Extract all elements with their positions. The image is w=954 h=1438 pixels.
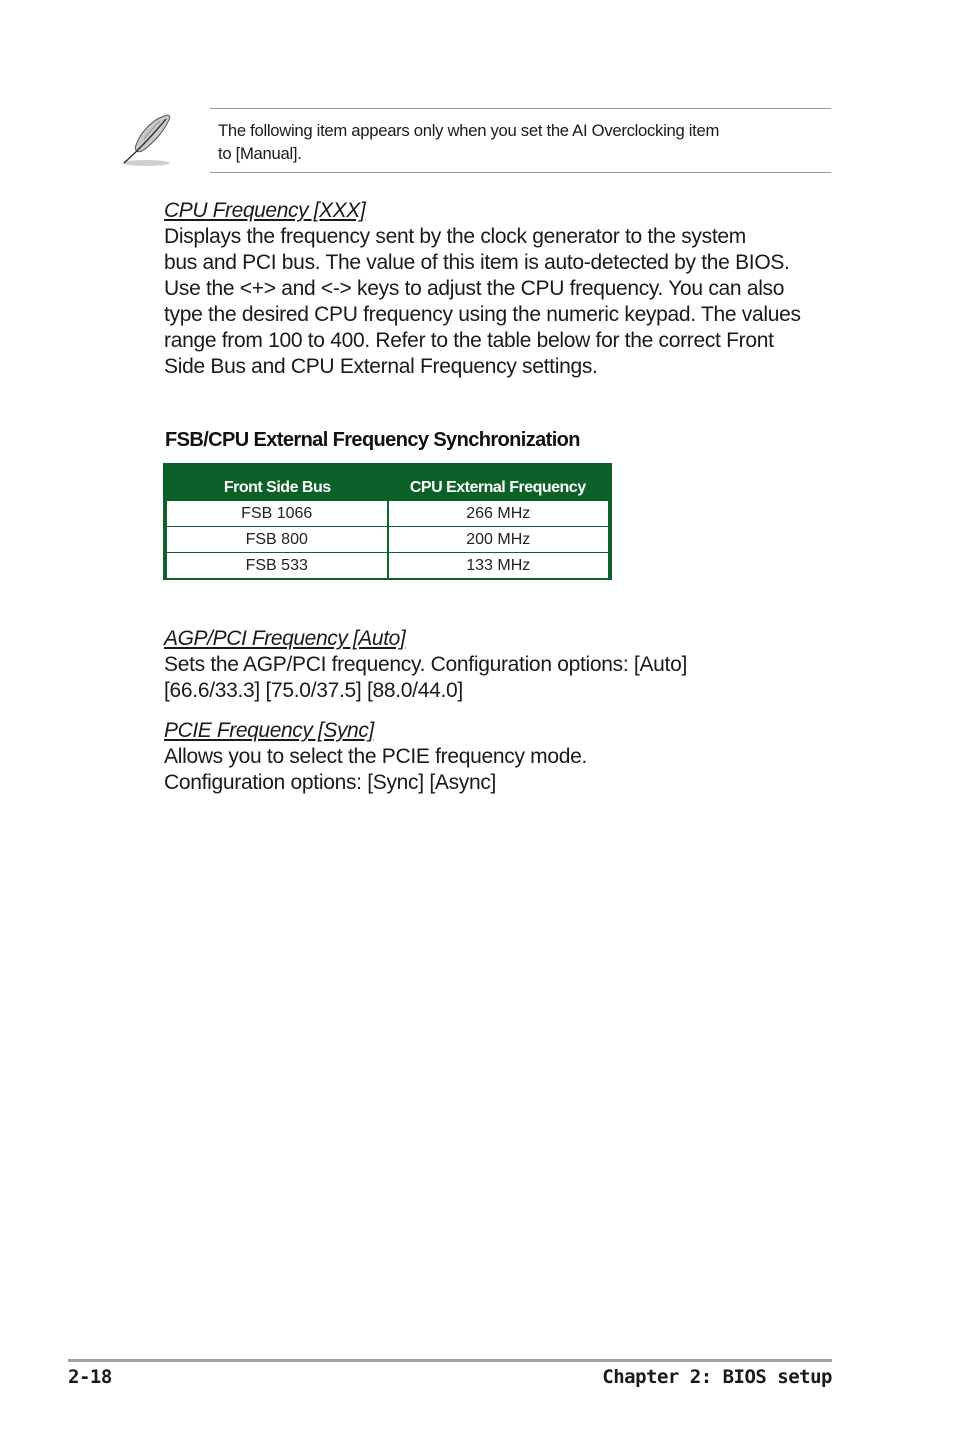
column-header-fsb: Front Side Bus xyxy=(223,479,331,496)
cpu-frequency-section xyxy=(164,198,844,380)
cpu-frequency-description: Displays the frequency sent by the clock generator to the system bus and PCI bus. The value of this item is auto-detected by the BIOS. Use the <+> and <-> keys to adjust the CPU frequency. You can also type the desired CPU frequency using the numeric keypad. The values range from 100 to 400. Refer to the table below for the correct Front Side Bus and CPU External Frequency settings. xyxy=(164,225,801,378)
pcie-frequency-title: PCIE Frequency [Sync] xyxy=(164,719,374,742)
feather-pen-icon xyxy=(116,111,176,171)
note-callout xyxy=(110,108,832,174)
table-cell: 266 MHz xyxy=(388,501,609,527)
table-cell: FSB 1066 xyxy=(167,501,388,527)
note-box xyxy=(210,108,831,173)
chapter-title: Chapter 2: BIOS setup xyxy=(602,1366,832,1388)
agp-pci-frequency-section xyxy=(164,626,844,704)
fsb-cpu-sync-table xyxy=(163,463,612,580)
table-row xyxy=(167,527,608,553)
page-number: 2-18 xyxy=(68,1366,112,1388)
column-header-cpu-ext-freq: CPU External Frequency xyxy=(409,479,586,496)
agp-pci-frequency-description: Sets the AGP/PCI frequency. Configuration options: [Auto] [66.6/33.3] [75.0/37.5] [88.0/44.0] xyxy=(164,653,687,702)
table-row xyxy=(167,501,608,527)
pcie-frequency-section xyxy=(164,718,844,796)
table-cell: 200 MHz xyxy=(388,527,609,553)
agp-pci-frequency-title: AGP/PCI Frequency [Auto] xyxy=(164,627,406,650)
note-text: The following item appears only when you set the AI Overclocking item to [Manual]. xyxy=(218,121,720,163)
footer-divider xyxy=(68,1359,832,1362)
table-title: FSB/CPU External Frequency Synchronization xyxy=(165,429,580,451)
table-row xyxy=(167,553,608,579)
pcie-frequency-description: Allows you to select the PCIE frequency mode. Configuration options: [Sync] [Async] xyxy=(164,745,588,794)
table-cell: FSB 800 xyxy=(167,527,388,553)
table-cell: FSB 533 xyxy=(167,553,388,579)
cpu-frequency-title: CPU Frequency [XXX] xyxy=(164,199,366,222)
table-cell: 133 MHz xyxy=(388,553,609,579)
